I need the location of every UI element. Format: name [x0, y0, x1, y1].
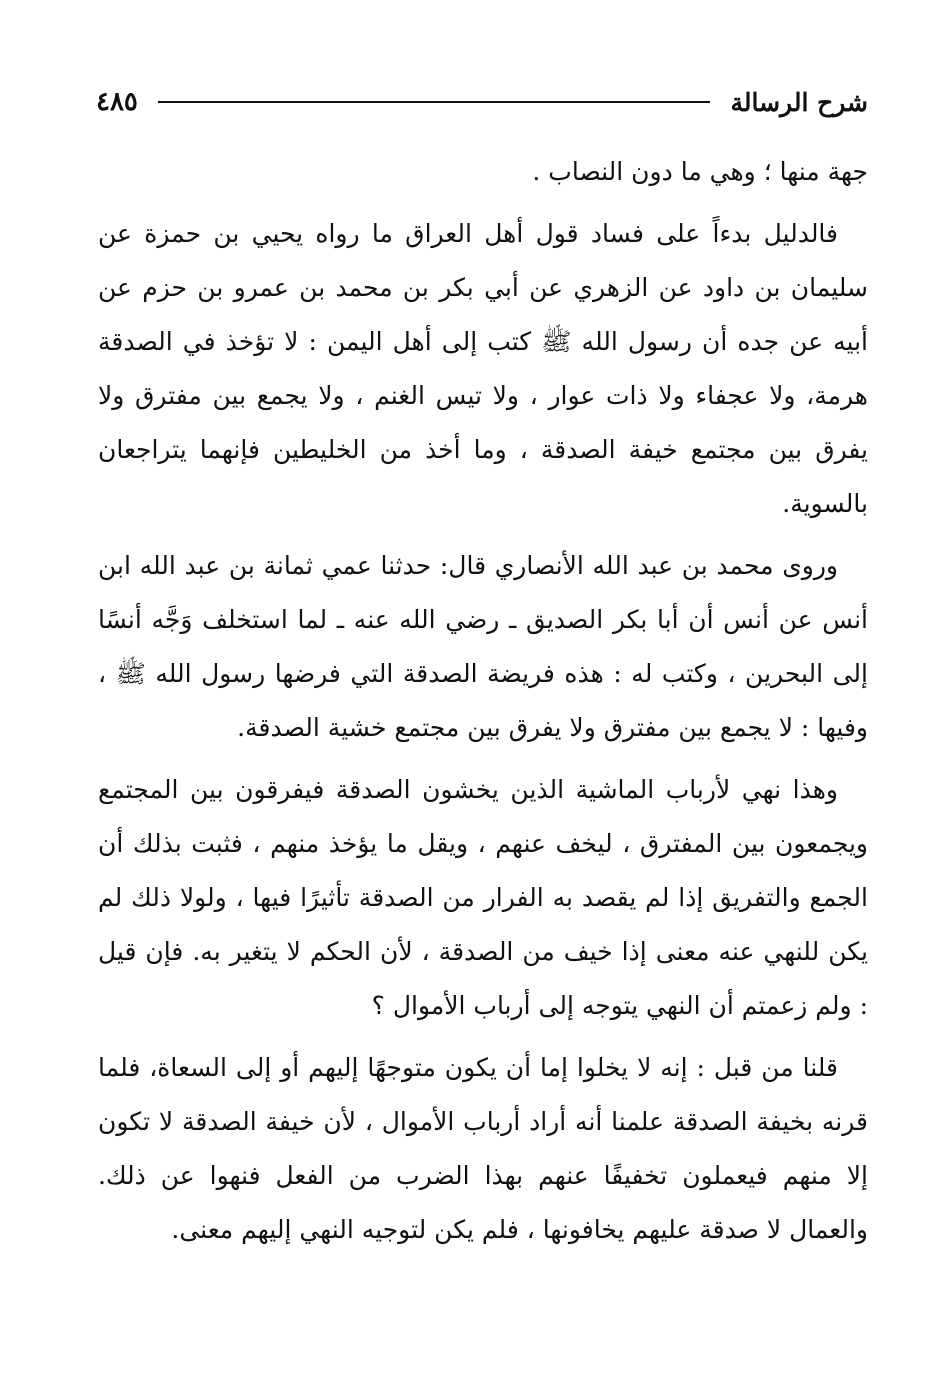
paragraph: فالدليل بدءاً على فساد قول أهل العراق ما رواه يحيي بن حمزة عن سليمان بن داود عن الزهري عن أبي بكر بن محمد بن عمرو بن حزم عن أبيه عن جده أن رسول الله ﷺ كتب إلى أهل اليمن : لا تؤخذ في الصدقة هرمة، ولا عجفاء ولا ذات عوار ، ولا تيس الغنم ، ولا يجمع بين مفترق ولا يفرق بين مجتمع خيفة الصدقة ، وما أخذ من الخليطين فإنهما يتراجعان بالسوية.: [98, 219, 868, 518]
paragraph: وهذا نهي لأرباب الماشية الذين يخشون الصدقة فيفرقون بين المجتمع ويجمعون بين المفترق ، ليخف عنهم ، ويقل ما يؤخذ منهم ، فثبت بذلك أن الجمع والتفريق إذا لم يقصد به الفرار من الصدقة تأثيرًا فيها ، ولولا ذلك لم يكن للنهي عنه معنى إذا خيف من الصدقة ، لأن الحكم لا يتغير به. فإن قيل : ولم زعمتم أن النهي يتوجه إلى أرباب الأموال ؟: [98, 775, 868, 1020]
paragraph: وروى محمد بن عبد الله الأنصاري قال: حدثنا عمي ثمانة بن عبد الله ابن أنس عن أنس أن أبا بكر الصديق ـ رضي الله عنه ـ لما استخلف وَجَّه أنسًا إلى البحرين ، وكتب له : هذه فريضة الصدقة التي فرضها رسول الله ﷺ ، وفيها : لا يجمع بين مفترق ولا يفرق بين مجتمع خشية الصدقة.: [98, 551, 868, 742]
header-rule: [158, 101, 711, 103]
header-title: شرح الرسالة: [730, 87, 868, 117]
running-header: [96, 82, 868, 122]
paragraph-continuation: جهة منها ؛ وهي ما دون النصاب .: [532, 157, 868, 186]
body-text: [98, 145, 868, 1265]
paragraph: قلنا من قبل : إنه لا يخلوا إما أن يكون متوجهًا إليهم أو إلى السعاة، فلما قرنه بخيفة الصدقة علمنا أنه أراد أرباب الأموال ، لأن خيفة الصدقة لا تكون إلا منهم فيعملون تخفيفًا عنهم بهذا الضرب من الفعل فنهوا عن ذلك. والعمال لا صدقة عليهم يخافونها ، فلم يكن لتوجيه النهي إليهم معنى.: [98, 1053, 868, 1244]
page-number: ٤٨٥: [96, 87, 138, 117]
